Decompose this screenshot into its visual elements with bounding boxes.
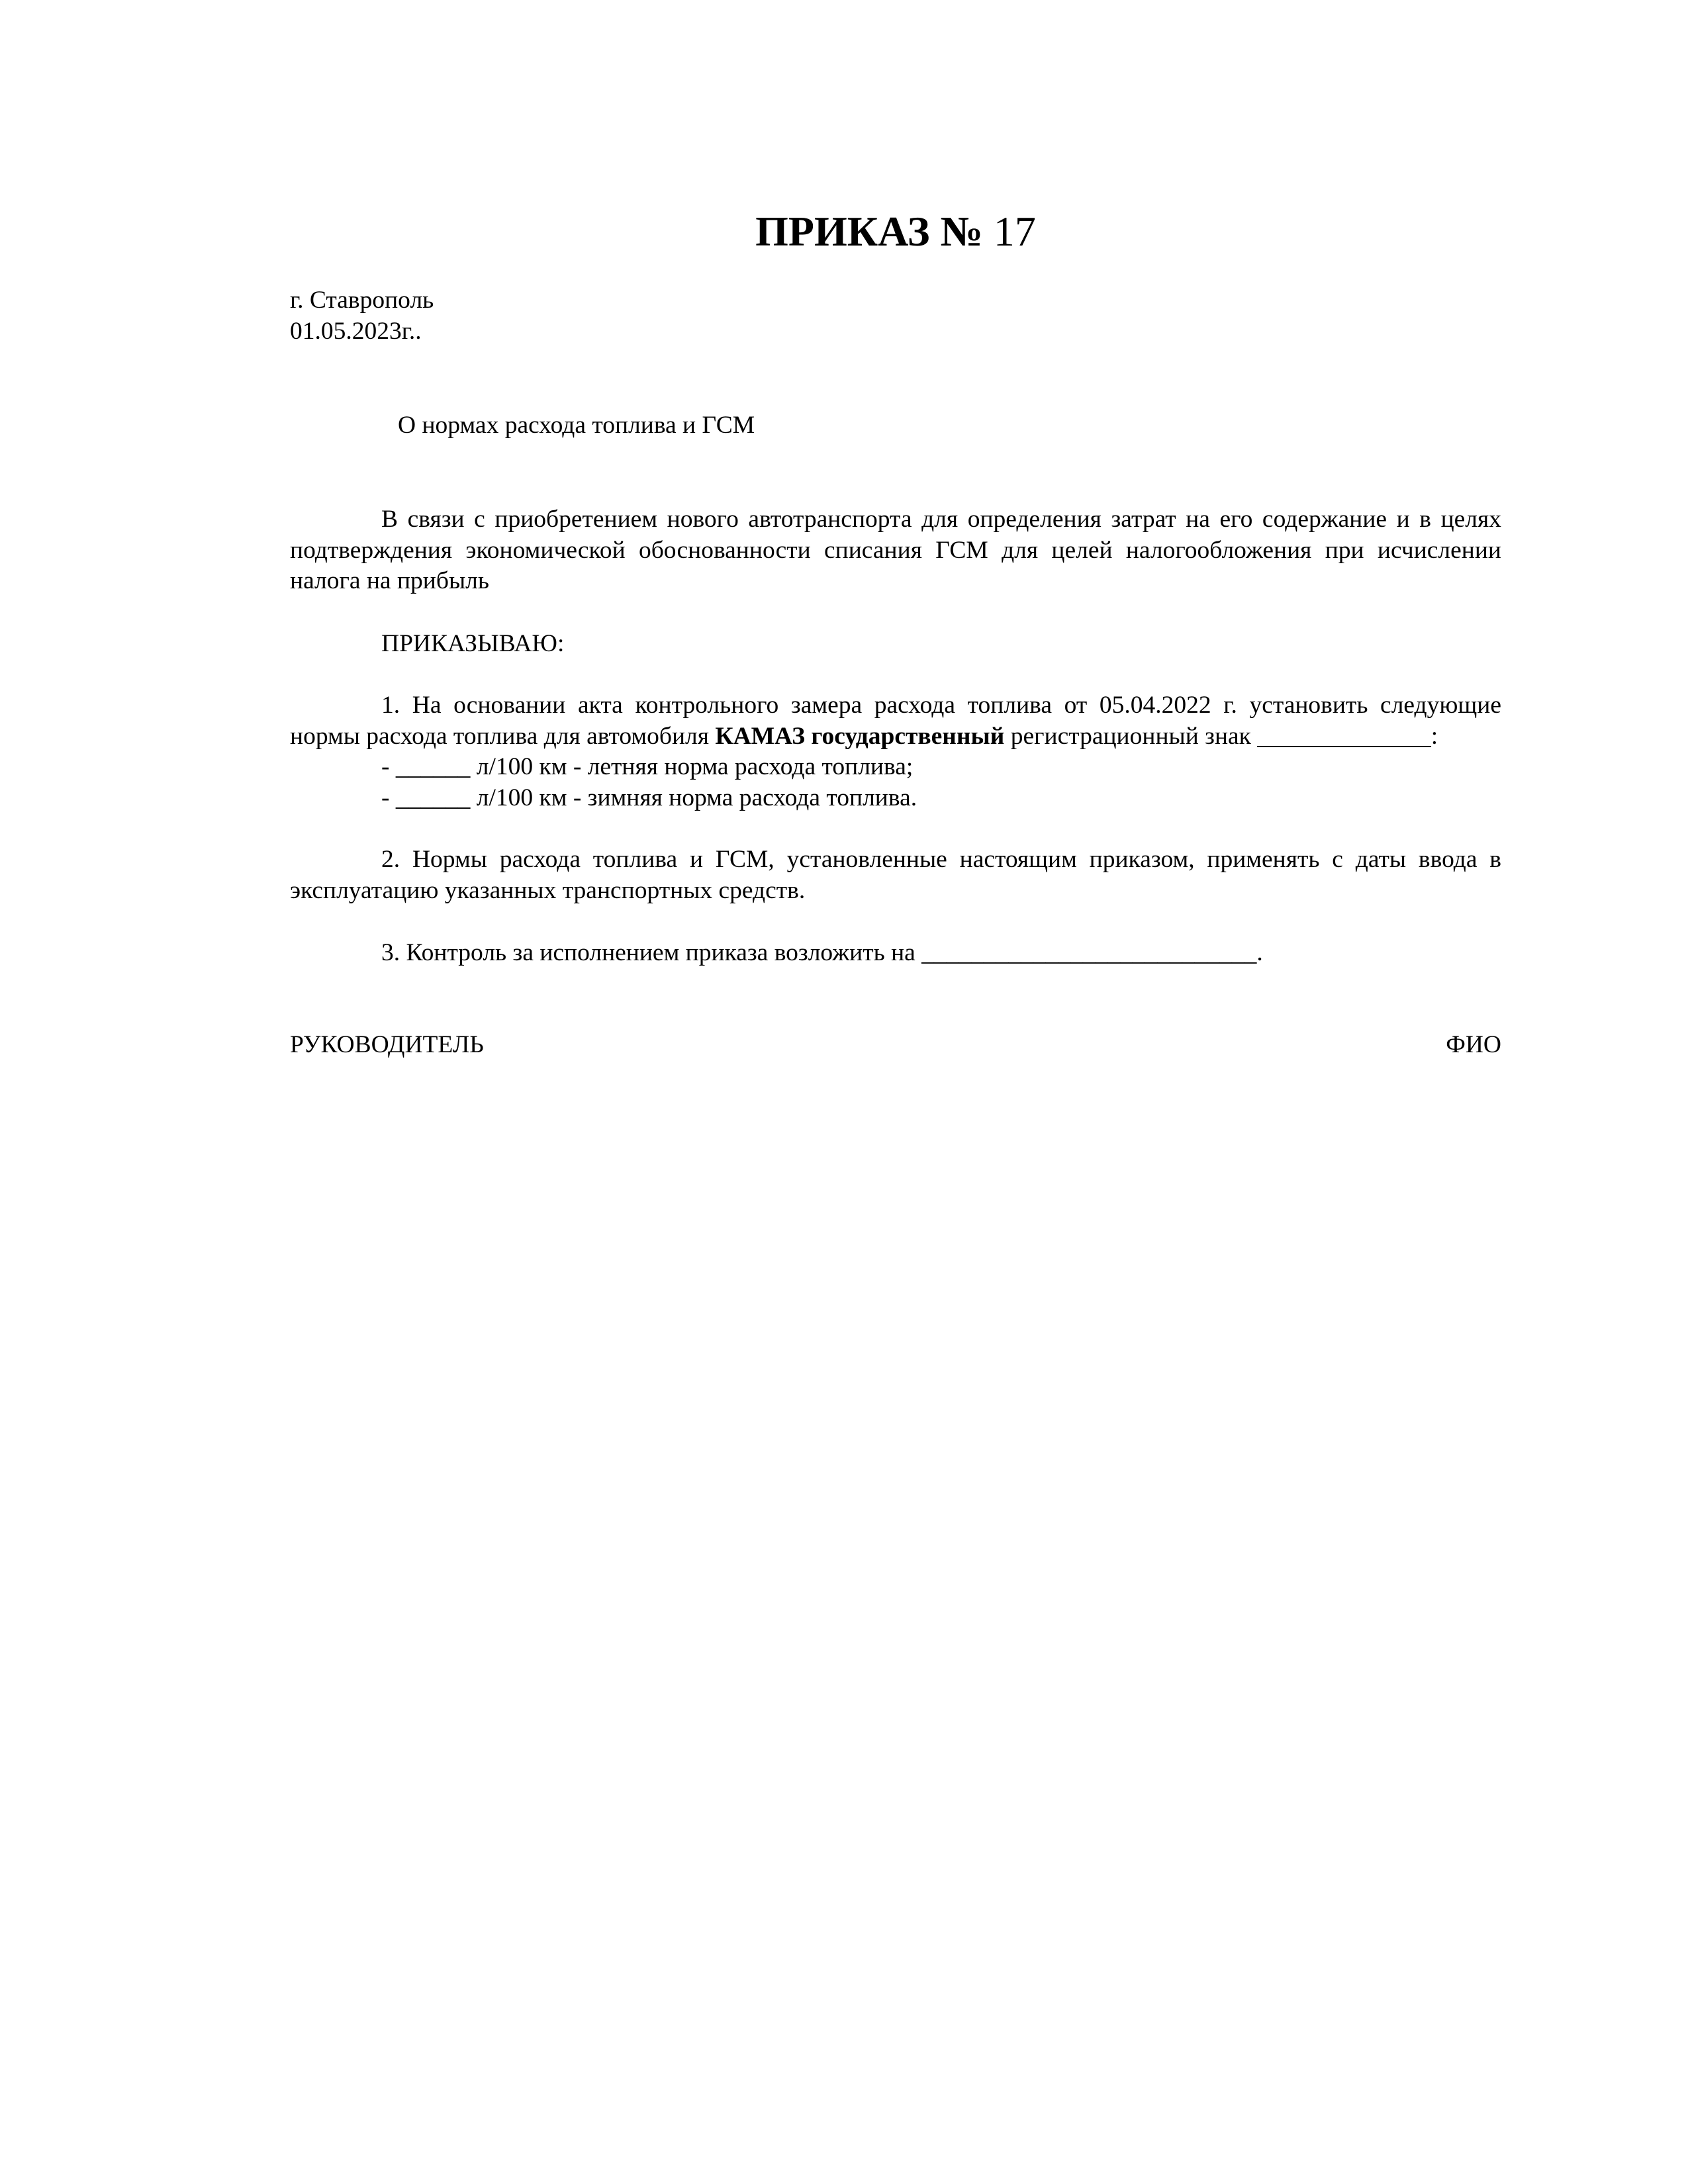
title-number: 17 (982, 208, 1036, 255)
norm-winter: - ______ л/100 км - зимняя норма расхода топлива. (381, 784, 917, 811)
signer-name: ФИО (1446, 1031, 1501, 1058)
title-label: ПРИКАЗ № (755, 208, 983, 255)
item-1-text-start: 1. На основании акта контрольного замера расхода топлива от 05.04.2022 г. установить следующие нормы расхода топлива для автомобиля (290, 692, 1501, 750)
city: г. Ставрополь (290, 287, 434, 314)
order-word: ПРИКАЗЫВАЮ: (381, 630, 565, 657)
signer-title: РУКОВОДИТЕЛЬ (290, 1031, 484, 1058)
item-2: 2. Нормы расхода топлива и ГСМ, установленные настоящим приказом, применять с даты ввода в эксплуатацию указанных транспортных средств. (290, 846, 1501, 904)
document-title (290, 206, 1501, 257)
item-3: 3. Контроль за исполнением приказа возложить на ___________________________. (381, 939, 1263, 966)
preamble: В связи с приобретением нового автотранспорта для определения затрат на его содержание и в целях подтверждения экономической обоснованности списания ГСМ для целей налогообложения при исчислении налога на прибыль (290, 506, 1501, 594)
vehicle-name: КАМАЗ государственный (715, 722, 1005, 750)
item-1-text-end: регистрационный знак ______________: (1004, 722, 1438, 750)
norm-summer: - ______ л/100 км - летняя норма расхода топлива; (381, 753, 914, 780)
subject: О нормах расхода топлива и ГСМ (398, 412, 755, 439)
document-page (290, 0, 1501, 2184)
item-1 (290, 690, 1501, 752)
date: 01.05.2023г.. (290, 318, 422, 345)
